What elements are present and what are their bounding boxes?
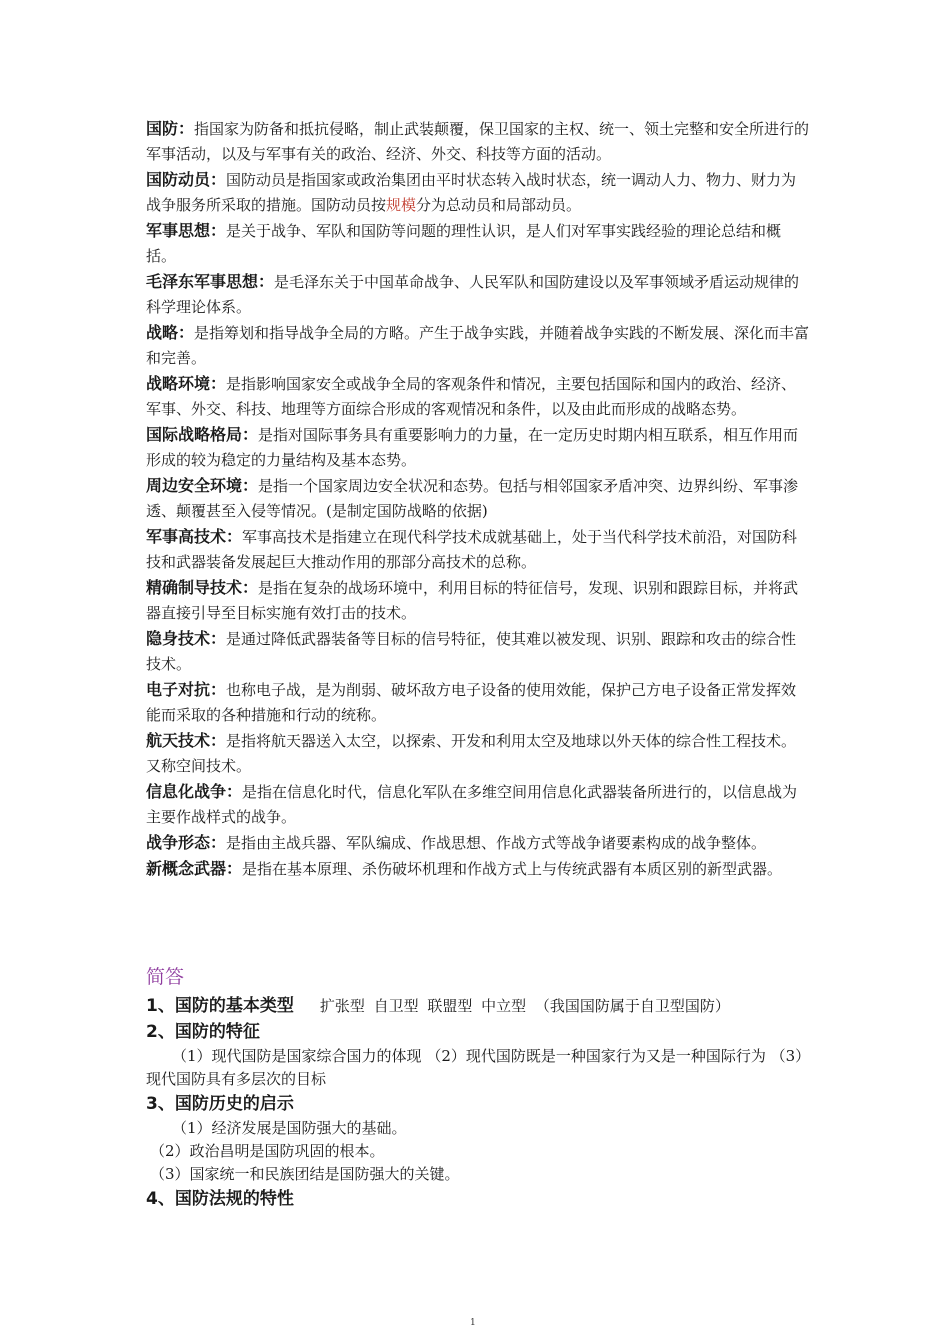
definition-text: 国防动员是指国家或政治集团由平时状态转入战时状态，统一调动人力、物力、财力为战争服务所采取的措施。国防动员按	[146, 171, 797, 214]
term: 战略环境	[146, 374, 211, 393]
definition-text: 是指一个国家周边安全状况和态势。包括与相邻国家矛盾冲突、边界纠纷、军事渗透、颠覆甚至入侵等情况。(是制定国防战略的依据)	[146, 477, 799, 520]
short-answer-section	[146, 962, 810, 1212]
term: 航天技术	[146, 731, 211, 750]
definition-text: 是指在复杂的战场环境中，利用目标的特征信号，发现、识别和跟踪目标，并将武器直接引导至目标实施有效打击的技术。	[146, 579, 799, 622]
definition-text: 是指对国际事务具有重要影响力的力量，在一定历史时期内相互联系，相互作用而形成的较为稳定的力量结构及基本态势。	[146, 426, 799, 469]
highlighted-word: 规模	[386, 196, 417, 214]
question-3-point-3: （3）国家统一和民族团结是国防强大的关键。	[150, 1165, 460, 1183]
question-title: 1、国防的基本类型	[146, 996, 294, 1016]
definition-hangtian-jishu: 航天技术：是指将航天器送入太空，以探索、开发和利用太空及地球以外天体的综合性工程技术。又称空间技术。	[146, 731, 797, 775]
definition-text: 是关于战争、军队和国防等问题的理性认识，是人们对军事实践经验的理论总结和概括。	[146, 222, 782, 265]
question-3-title: 3、国防历史的启示	[146, 1094, 294, 1114]
question-2-body: （1）现代国防是国家综合国力的体现 （2）现代国防既是一种国家行为又是一种国际行为 （3）现代国防具有多层次的目标	[146, 1047, 803, 1088]
definition-text: 也称电子战，是为削弱、破坏敌方电子设备的使用效能，保护己方电子设备正常发挥效能而采取的各种措施和行动的统称。	[146, 681, 797, 724]
definition-junshi-gaojishu: 军事高技术：军事高技术是指建立在现代科学技术成就基础上，处于当代科学技术前沿，对国防科技和武器装备发展起巨大推动作用的那部分高技术的总称。	[146, 527, 798, 571]
defense-types: 扩张型 自卫型 联盟型 中立型 （我国国防属于自卫型国防）	[319, 997, 730, 1015]
question-1	[146, 993, 810, 1019]
term: 电子对抗	[146, 680, 211, 699]
definition-text: 是指在信息化时代，信息化军队在多维空间用信息化武器装备所进行的，以信息战为主要作战样式的战争。	[146, 783, 798, 826]
definition-zhanlue-huanjing: 战略环境：是指影响国家安全或战争全局的客观条件和情况，主要包括国际和国内的政治、经济、军事、外交、科技、地理等方面综合形成的客观情况和条件，以及由此而形成的战略态势。	[146, 374, 797, 418]
page-number: 1	[470, 1318, 476, 1328]
term: 军事思想	[146, 221, 211, 240]
definition-xinxihua-zhanzheng: 信息化战争：是指在信息化时代，信息化军队在多维空间用信息化武器装备所进行的，以信息战为主要作战样式的战争。	[146, 782, 798, 826]
definition-text: 是指筹划和指导战争全局的方略。产生于战争实践，并随着战争实践的不断发展、深化而丰富和完善。	[146, 324, 810, 367]
definition-maozedong-junshi-sixiang: 毛泽东军事思想：是毛泽东关于中国革命战争、人民军队和国防建设以及军事领域矛盾运动规律的科学理论体系。	[146, 272, 800, 316]
term: 国防	[146, 119, 179, 138]
question-3-point-2: （2）政治昌明是国防巩固的根本。	[150, 1142, 385, 1160]
definition-text: 是指在基本原理、杀伤破坏机理和作战方式上与传统武器有本质区别的新型武器。	[242, 860, 783, 878]
term: 国防动员	[146, 170, 211, 189]
definition-zhanlue: 战略：是指筹划和指导战争全局的方略。产生于战争实践，并随着战争实践的不断发展、深化而丰富和完善。	[146, 323, 810, 367]
definition-guofang: 国防：指国家为防备和抵抗侵略，制止武装颠覆，保卫国家的主权、统一、领土完整和安全所进行的军事活动，以及与军事有关的政治、经济、外交、科技等方面的活动。	[146, 119, 810, 163]
term: 毛泽东军事思想	[146, 272, 259, 291]
term: 战争形态	[146, 833, 211, 852]
term: 精确制导技术	[146, 578, 243, 597]
term: 战略	[146, 323, 179, 342]
definition-text: 是通过降低武器装备等目标的信号特征，使其难以被发现、识别、跟踪和攻击的综合性技术。	[146, 630, 797, 673]
definition-guoji-zhanlue-geju: 国际战略格局：是指对国际事务具有重要影响力的力量，在一定历史时期内相互联系，相互作用而形成的较为稳定的力量结构及基本态势。	[146, 425, 799, 469]
term: 信息化战争	[146, 782, 227, 801]
question-4-title: 4、国防法规的特性	[146, 1189, 294, 1209]
definition-zhoubian-anquan-huanjing: 周边安全环境：是指一个国家周边安全状况和态势。包括与相邻国家矛盾冲突、边界纠纷、军事渗透、颠覆甚至入侵等情况。(是制定国防战略的依据)	[146, 476, 799, 520]
definition-text: 是指由主战兵器、军队编成、作战思想、作战方式等战争诸要素构成的战争整体。	[226, 834, 767, 852]
definition-jingque-zhidao-jishu: 精确制导技术：是指在复杂的战场环境中，利用目标的特征信号，发现、识别和跟踪目标，并将武器直接引导至目标实施有效打击的技术。	[146, 578, 799, 622]
section-heading: 简答	[146, 966, 185, 988]
definition-text: 是指影响国家安全或战争全局的客观条件和情况，主要包括国际和国内的政治、经济、军事、外交、科技、地理等方面综合形成的客观情况和条件，以及由此而形成的战略态势。	[146, 375, 797, 418]
term: 军事高技术	[146, 527, 227, 546]
definition-guofang-dongyuan: 国防动员：国防动员是指国家或政治集团由平时状态转入战时状态，统一调动人力、物力、财力为战争服务所采取的措施。国防动员按规模分为总动员和局部动员。	[146, 170, 797, 214]
definition-xin-gainian-wuqi: 新概念武器：是指在基本原理、杀伤破坏机理和作战方式上与传统武器有本质区别的新型武器。	[146, 859, 783, 878]
definition-junshi-sixiang: 军事思想：是关于战争、军队和国防等问题的理性认识，是人们对军事实践经验的理论总结和概括。	[146, 221, 782, 265]
term: 周边安全环境	[146, 476, 243, 495]
definitions-list	[146, 116, 810, 882]
question-3-point-1: （1）经济发展是国防强大的基础。	[172, 1119, 407, 1137]
definition-text: 指国家为防备和抵抗侵略，制止武装颠覆，保卫国家的主权、统一、领土完整和安全所进行的军事活动，以及与军事有关的政治、经济、外交、科技等方面的活动。	[146, 120, 810, 163]
definition-zhanzheng-xingtai: 战争形态：是指由主战兵器、军队编成、作战思想、作战方式等战争诸要素构成的战争整体。	[146, 833, 767, 852]
definition-dianzi-duikang: 电子对抗：也称电子战，是为削弱、破坏敌方电子设备的使用效能，保护己方电子设备正常发挥效能而采取的各种措施和行动的统称。	[146, 680, 797, 724]
definition-text: 军事高技术是指建立在现代科学技术成就基础上，处于当代科学技术前沿，对国防科技和武器装备发展起巨大推动作用的那部分高技术的总称。	[146, 528, 798, 571]
term: 国际战略格局	[146, 425, 243, 444]
term: 隐身技术	[146, 629, 211, 648]
term: 新概念武器	[146, 859, 227, 878]
question-2-title: 2、国防的特征	[146, 1022, 260, 1042]
definition-yinshen-jishu: 隐身技术：是通过降低武器装备等目标的信号特征，使其难以被发现、识别、跟踪和攻击的综合性技术。	[146, 629, 797, 673]
definition-text: 是指将航天器送入太空，以探索、开发和利用太空及地球以外天体的综合性工程技术。又称空间技术。	[146, 732, 797, 775]
definition-text: 是毛泽东关于中国革命战争、人民军队和国防建设以及军事领域矛盾运动规律的科学理论体系。	[146, 273, 800, 316]
